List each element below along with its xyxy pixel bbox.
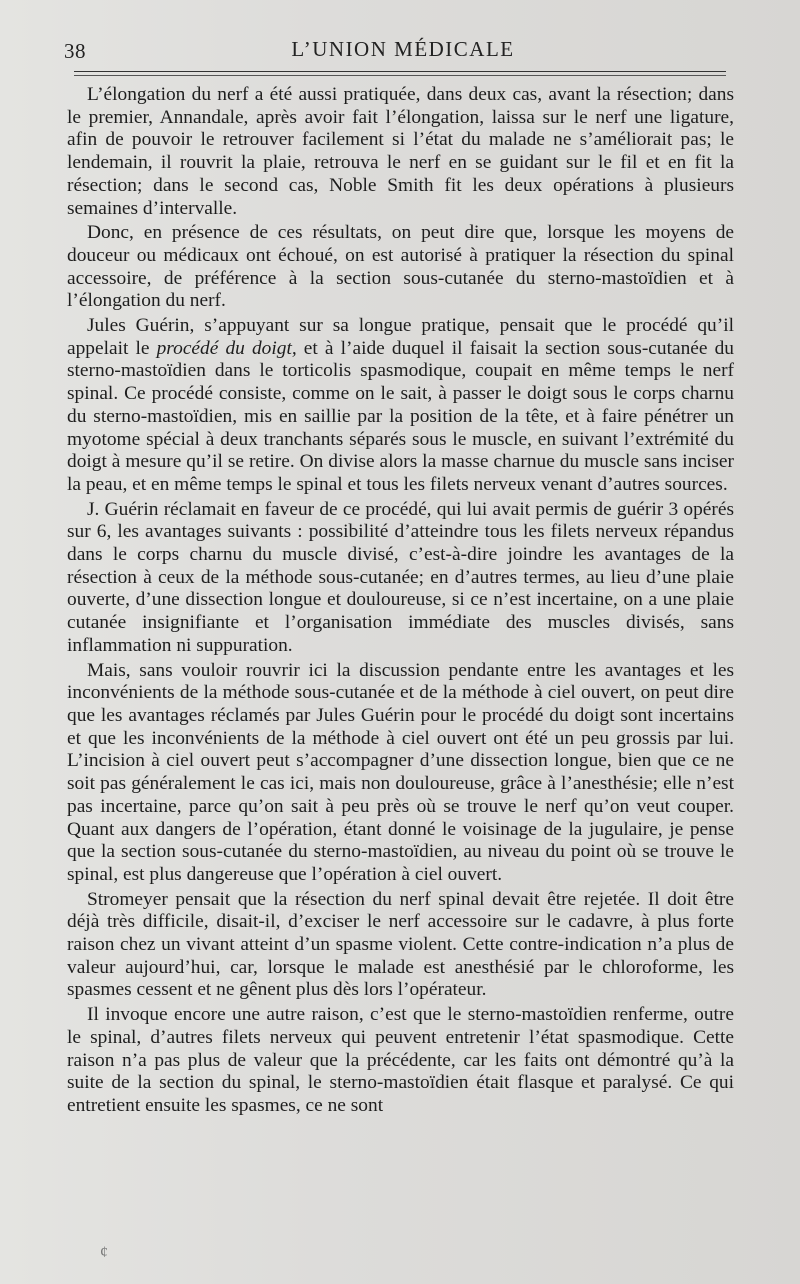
paragraph-text-segment: et à l’aide duquel il faisait la section sous-cutanée du sterno-mastoïdien dans le torticolis spasmodique, coupait en même temps le nerf spinal. Ce procédé consiste, comme on le sait, à passer le doigt sous le corps charnu du sterno-mastoïdien, mis en saillie par la position de la tête, et à faire pénétrer un myotome spécial à deux tranchants séparés sous le muscle, en suivant l’extrémité du doigt à mesure qu’il se retire. On divise alors la masse charnue du muscle sans inciser la peau, et en même temps le spinal et tous les filets nerveux venant d’autres sources. [67, 337, 734, 495]
paragraph-text-segment: Jules Guérin, s’appuyant sur sa longue pratique, pensait que le procédé qu’il appelait le [67, 315, 734, 359]
procedure-name-emphasis: procédé du doigt, [156, 337, 297, 359]
paragraph-discussion: Mais, sans vouloir rouvrir ici la discussion pendante entre les avantages et les inconvénients de la méthode sous-cutanée et de la méthode à ciel ouvert, on peut dire que les avantages réclamés par Jules Guérin pour le procédé du doigt sont incertains et que les inconvénients de la méthode à ciel ouvert ont été un peu grossis par lui. L’incision à ciel ouvert peut s’accompagner d’une dissection longue, bien que ce ne soit pas généralement le cas ici, mais non douloureuse, grâce à l’anesthésie; elle n’est pas incertaine, parce qu’on sait à peu près où se trouve le nerf qu’on veut couper. Quant aux dangers de l’opération, étant donné le voisinage de la jugulaire, je pense que la section sous-cutanée du sterno-mastoïdien, au niveau du point où se trouve le spinal, est plus dangereuse que l’opération à ciel ouvert. [67, 659, 734, 885]
body-text [67, 84, 734, 1120]
paragraph-guerin-advantages: J. Guérin réclamait en faveur de ce procédé, qui lui avait permis de guérir 3 opérés sur 6, les avantages suivants : possibilité d’atteindre tous les filets nerveux répandus dans le corps charnu du muscle divisé, c’est-à-dire joindre les avantages de la résection à ceux de la méthode sous-cutanée; en d’autres termes, au lieu d’une plaie ouverte, d’une dissection longue et douloureuse, si ce n’est incertaine, on a une plaie cutanée insignifiante et l’organisation immédiate des muscles divisés, sans inflammation ni suppuration. [67, 498, 734, 656]
page-number: 38 [64, 39, 86, 63]
paragraph-elongation: L’élongation du nerf a été aussi pratiquée, dans deux cas, avant la résection; dans le premier, Annandale, après avoir fait l’élongation, laissa sur le nerf une ligature, afin de pouvoir le retrouver facilement si l’état du malade ne s’améliorait pas; le lendemain, il rouvrit la plaie, retrouva le nerf en se guidant sur le fil et en fit la résection; dans le second cas, Noble Smith fit les deux opérations à plusieurs semaines d’intervalle. [67, 84, 734, 219]
running-title: L’UNION MÉDICALE [291, 37, 515, 61]
paragraph-stromeyer: Stromeyer pensait que la résection du nerf spinal devait être rejetée. Il doit être déjà très difficile, disait-il, d’exciser le nerf accessoire sur le cadavre, à plus forte raison chez un vivant atteint d’un spasme violent. Cette contre-indication n’a plus de valeur aujourd’hui, car, lorsque le malade est anesthésié par le chloroforme, les spasmes cessent et ne gênent plus dès lors l’opérateur. [67, 888, 734, 1001]
paragraph-other-reason: Il invoque encore une autre raison, c’est que le sterno-mastoïdien renferme, outre le spinal, d’autres filets nerveux qui peuvent entretenir l’état spasmodique. Cette raison n’a pas plus de valeur que la précédente, car les faits ont démontré qu’à la suite de la section du spinal, le sterno-mastoïdien était flasque et paralysé. Ce qui entretient ensuite les spasmes, ce ne sont [67, 1004, 734, 1116]
margin-mark: ¢ [100, 1244, 108, 1261]
page-header [64, 37, 742, 73]
paragraph-jules-guerin [67, 315, 734, 497]
header-rule-secondary [74, 75, 726, 76]
header-rule [74, 71, 726, 72]
paragraph-conclusion-resection: Donc, en présence de ces résultats, on peut dire que, lorsque les moyens de douceur ou médicaux ont échoué, on est autorisé à pratiquer la résection du spinal accessoire, de préférence à la section sous-cutanée du sterno-mastoïdien et à l’élongation du nerf. [67, 222, 734, 312]
